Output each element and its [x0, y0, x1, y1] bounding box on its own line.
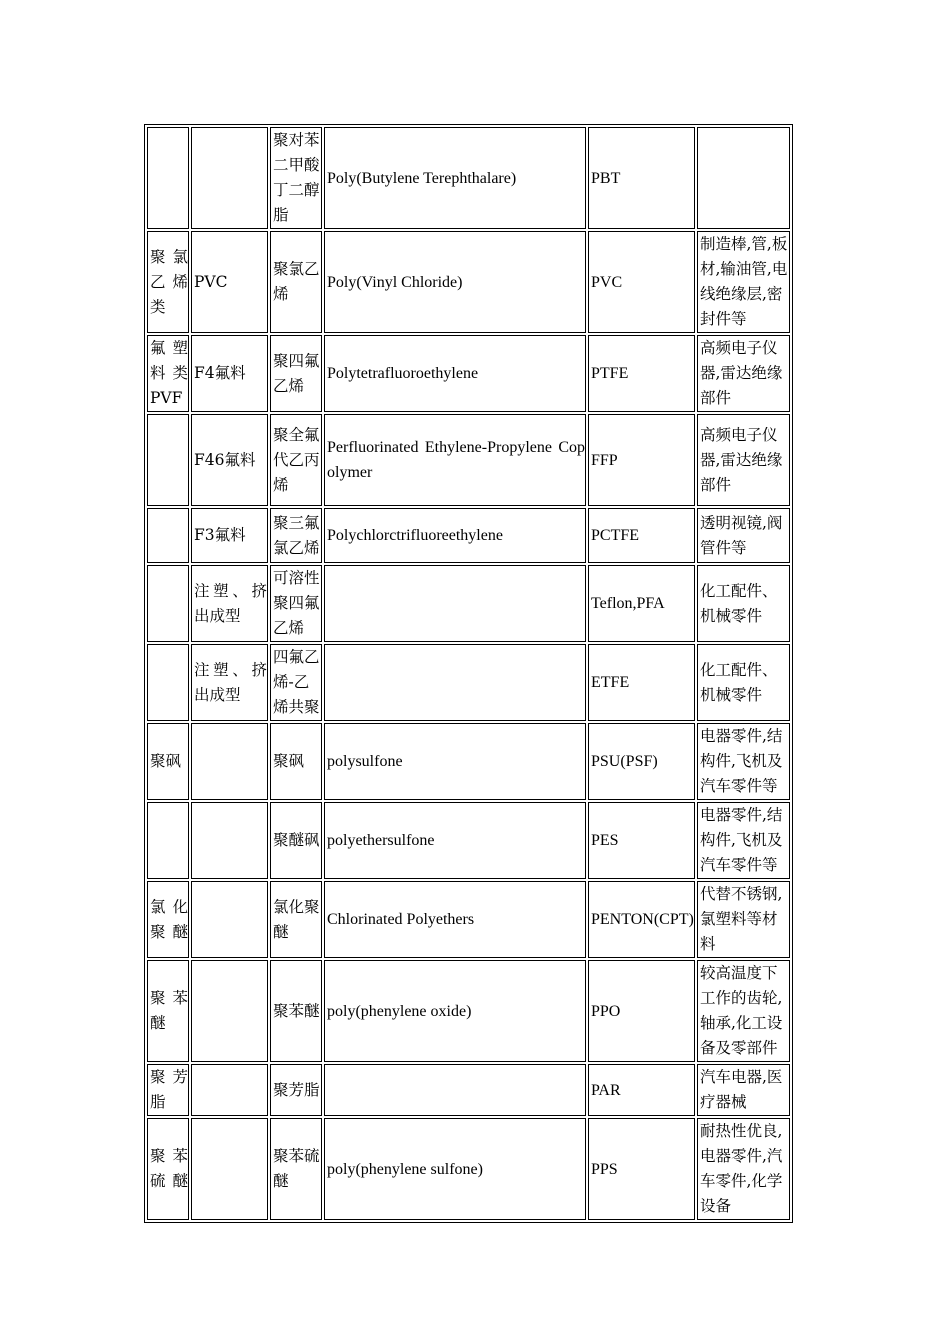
category-cell: 聚氯乙烯类: [147, 231, 189, 333]
english-name-cell: Polytetrafluoroethylene: [324, 335, 586, 412]
grade-cell: F46氟料: [191, 414, 268, 506]
table-row: [147, 802, 790, 879]
applications-cell: 高频电子仪器,雷达绝缘部件: [697, 335, 790, 412]
table-row: [147, 644, 790, 721]
english-name-cell: Poly(Vinyl Chloride): [324, 231, 586, 333]
english-name-cell: [324, 565, 586, 642]
grade-cell: [191, 881, 268, 958]
table-row: [147, 414, 790, 506]
chinese-name-cell: 聚芳脂: [270, 1064, 322, 1116]
category-cell: [147, 414, 189, 506]
abbreviation-cell: ETFE: [588, 644, 695, 721]
english-name-cell: poly(phenylene oxide): [324, 960, 586, 1062]
category-cell: 氯化聚醚: [147, 881, 189, 958]
category-cell: 氟塑料类PVF: [147, 335, 189, 412]
abbreviation-cell: Teflon,PFA: [588, 565, 695, 642]
applications-cell: 高频电子仪器,雷达绝缘部件: [697, 414, 790, 506]
category-cell: 聚苯醚: [147, 960, 189, 1062]
applications-cell: 电器零件,结构件,飞机及汽车零件等: [697, 802, 790, 879]
table-row: [147, 231, 790, 333]
abbreviation-cell: PPS: [588, 1118, 695, 1220]
table-row: [147, 565, 790, 642]
english-name-cell: Poly(Butylene Terephthalare): [324, 127, 586, 229]
chinese-name-cell: 可溶性聚四氟乙烯: [270, 565, 322, 642]
grade-cell: 注塑、挤出成型: [191, 565, 268, 642]
chinese-name-cell: 聚氯乙烯: [270, 231, 322, 333]
chinese-name-cell: 聚对苯二甲酸丁二醇脂: [270, 127, 322, 229]
table-row: [147, 127, 790, 229]
chinese-name-cell: 聚苯醚: [270, 960, 322, 1062]
table-row: [147, 960, 790, 1062]
grade-cell: PVC: [191, 231, 268, 333]
applications-cell: 透明视镜,阀管件等: [697, 508, 790, 563]
chinese-name-cell: 聚三氟氯乙烯: [270, 508, 322, 563]
chinese-name-cell: 聚四氟乙烯: [270, 335, 322, 412]
category-cell: [147, 508, 189, 563]
plastics-table: [144, 124, 793, 1223]
table-row: [147, 881, 790, 958]
abbreviation-cell: PENTON(CPT): [588, 881, 695, 958]
applications-cell: 汽车电器,医疗器械: [697, 1064, 790, 1116]
grade-cell: [191, 802, 268, 879]
grade-cell: [191, 960, 268, 1062]
table-row: [147, 335, 790, 412]
chinese-name-cell: 聚醚砜: [270, 802, 322, 879]
english-name-cell: [324, 644, 586, 721]
applications-cell: 代替不锈钢,氯塑料等材料: [697, 881, 790, 958]
abbreviation-cell: PBT: [588, 127, 695, 229]
grade-cell: [191, 723, 268, 800]
english-name-cell: [324, 1064, 586, 1116]
abbreviation-cell: PES: [588, 802, 695, 879]
applications-cell: 较高温度下工作的齿轮,轴承,化工设备及零部件: [697, 960, 790, 1062]
chinese-name-cell: 四氟乙烯-乙烯共聚: [270, 644, 322, 721]
applications-cell: 电器零件,结构件,飞机及汽车零件等: [697, 723, 790, 800]
chinese-name-cell: 聚全氟代乙丙烯: [270, 414, 322, 506]
category-cell: 聚芳脂: [147, 1064, 189, 1116]
applications-cell: 制造棒,管,板材,输油管,电线绝缘层,密封件等: [697, 231, 790, 333]
chinese-name-cell: 聚苯硫醚: [270, 1118, 322, 1220]
applications-cell: [697, 127, 790, 229]
applications-cell: 化工配件、机械零件: [697, 644, 790, 721]
category-cell: [147, 802, 189, 879]
english-name-cell: polysulfone: [324, 723, 586, 800]
grade-cell: [191, 1118, 268, 1220]
chinese-name-cell: 氯化聚醚: [270, 881, 322, 958]
english-name-cell: Perfluorinated Ethylene-Propylene Copolymer: [324, 414, 586, 506]
english-name-cell: Polychlorctrifluoreethylene: [324, 508, 586, 563]
abbreviation-cell: PSU(PSF): [588, 723, 695, 800]
table-body: [147, 127, 790, 1220]
table-row: [147, 1064, 790, 1116]
abbreviation-cell: PVC: [588, 231, 695, 333]
chinese-name-cell: 聚砜: [270, 723, 322, 800]
english-name-cell: polyethersulfone: [324, 802, 586, 879]
applications-cell: 化工配件、机械零件: [697, 565, 790, 642]
grade-cell: F3氟料: [191, 508, 268, 563]
category-cell: 聚砜: [147, 723, 189, 800]
abbreviation-cell: PTFE: [588, 335, 695, 412]
category-cell: [147, 565, 189, 642]
applications-cell: 耐热性优良,电器零件,汽车零件,化学设备: [697, 1118, 790, 1220]
grade-cell: F4氟料: [191, 335, 268, 412]
grade-cell: [191, 127, 268, 229]
grade-cell: 注塑、挤出成型: [191, 644, 268, 721]
grade-cell: [191, 1064, 268, 1116]
english-name-cell: poly(phenylene sulfone): [324, 1118, 586, 1220]
table-row: [147, 508, 790, 563]
table-row: [147, 723, 790, 800]
category-cell: [147, 644, 189, 721]
abbreviation-cell: PPO: [588, 960, 695, 1062]
abbreviation-cell: PCTFE: [588, 508, 695, 563]
abbreviation-cell: FFP: [588, 414, 695, 506]
category-cell: 聚苯硫醚: [147, 1118, 189, 1220]
english-name-cell: Chlorinated Polyethers: [324, 881, 586, 958]
abbreviation-cell: PAR: [588, 1064, 695, 1116]
category-cell: [147, 127, 189, 229]
table-row: [147, 1118, 790, 1220]
